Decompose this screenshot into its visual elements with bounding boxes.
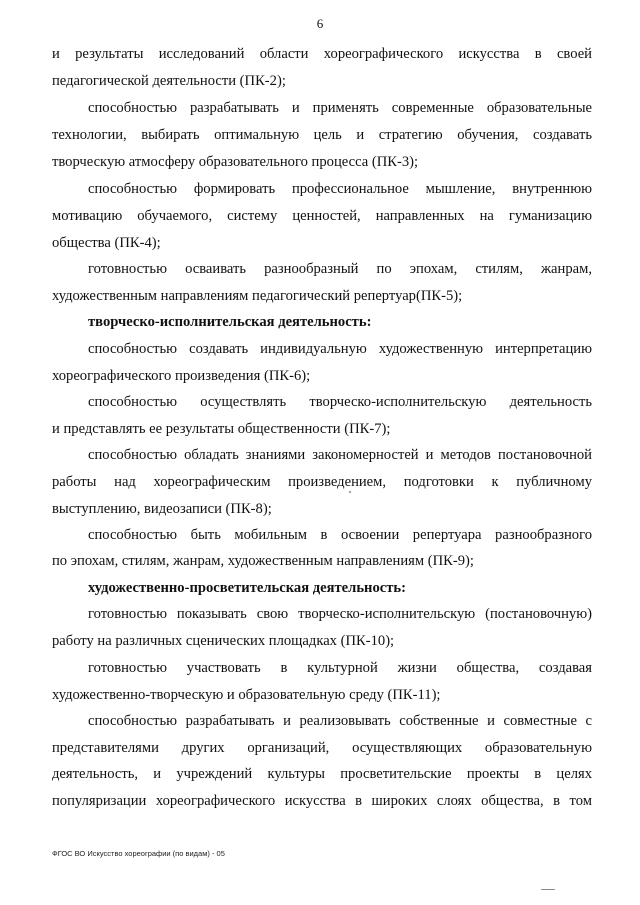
text-line: способностью формировать профессиональное мышление, внутреннюю: [88, 181, 592, 197]
text-line: представителями других организаций, осуществляющих образовательную: [52, 740, 592, 756]
scan-speck: [349, 491, 351, 493]
text-line: способностью создавать индивидуальную художественную интерпретацию: [88, 341, 592, 357]
text-line: и представлять ее результаты общественности (ПК-7);: [52, 421, 391, 437]
text-line: технологии, выбирать оптимальную цель и стратегию обучения, создавать: [52, 127, 592, 143]
text-line: и результаты исследований области хореографического искусства в своей: [52, 46, 592, 62]
text-line: деятельность, и учреждений культуры просветительские проекты в целях: [52, 766, 592, 782]
section-heading: творческо-исполнительская деятельность:: [88, 314, 372, 330]
text-line: готовностью показывать свою творческо-исполнительскую (постановочную): [88, 606, 592, 622]
text-line: готовностью участвовать в культурной жизни общества, создавая: [88, 660, 592, 676]
text-line: работы над хореографическим произведением, подготовки к публичному: [52, 474, 592, 490]
text-line: работу на различных сценических площадках (ПК-10);: [52, 633, 395, 649]
text-line: художественным направлениям педагогический репертуар(ПК-5);: [52, 288, 463, 304]
text-line: способностью разрабатывать и применять современные образовательные: [88, 100, 592, 116]
scan-speck: [541, 889, 555, 890]
text-line: способностью обладать знаниями закономерностей и методов постановочной: [88, 447, 592, 463]
text-line: хореографического произведения (ПК-6);: [52, 368, 311, 384]
text-line: мотивацию обучаемого, систему ценностей, направленных на гуманизацию: [52, 208, 592, 224]
page-number: 6: [316, 16, 324, 31]
text-line: общества (ПК-4);: [52, 235, 161, 251]
text-line: выступлению, видеозаписи (ПК-8);: [52, 501, 272, 517]
section-heading: художественно-просветительская деятельность:: [88, 580, 406, 596]
text-line: способностью разрабатывать и реализовывать собственные и совместные с: [88, 713, 592, 729]
text-line: способностью осуществлять творческо-исполнительскую деятельность: [88, 394, 592, 410]
text-line: по эпохам, стилям, жанрам, художественным направлениям (ПК-9);: [52, 553, 474, 569]
text-line: творческую атмосферу образовательного процесса (ПК-3);: [52, 154, 419, 170]
text-line: популяризации хореографического искусства в широких слоях общества, в том: [52, 793, 592, 809]
text-line: педагогической деятельности (ПК-2);: [52, 73, 286, 89]
text-line: художественно-творческую и образовательную среду (ПК-11);: [52, 687, 441, 703]
text-line: способностью быть мобильным в освоении репертуара разнообразного: [88, 527, 592, 543]
footer-caption: ФГОС ВО Искусство хореографии (по видам) - 05: [52, 849, 225, 858]
text-line: готовностью осваивать разнообразный по эпохам, стилям, жанрам,: [88, 261, 592, 277]
